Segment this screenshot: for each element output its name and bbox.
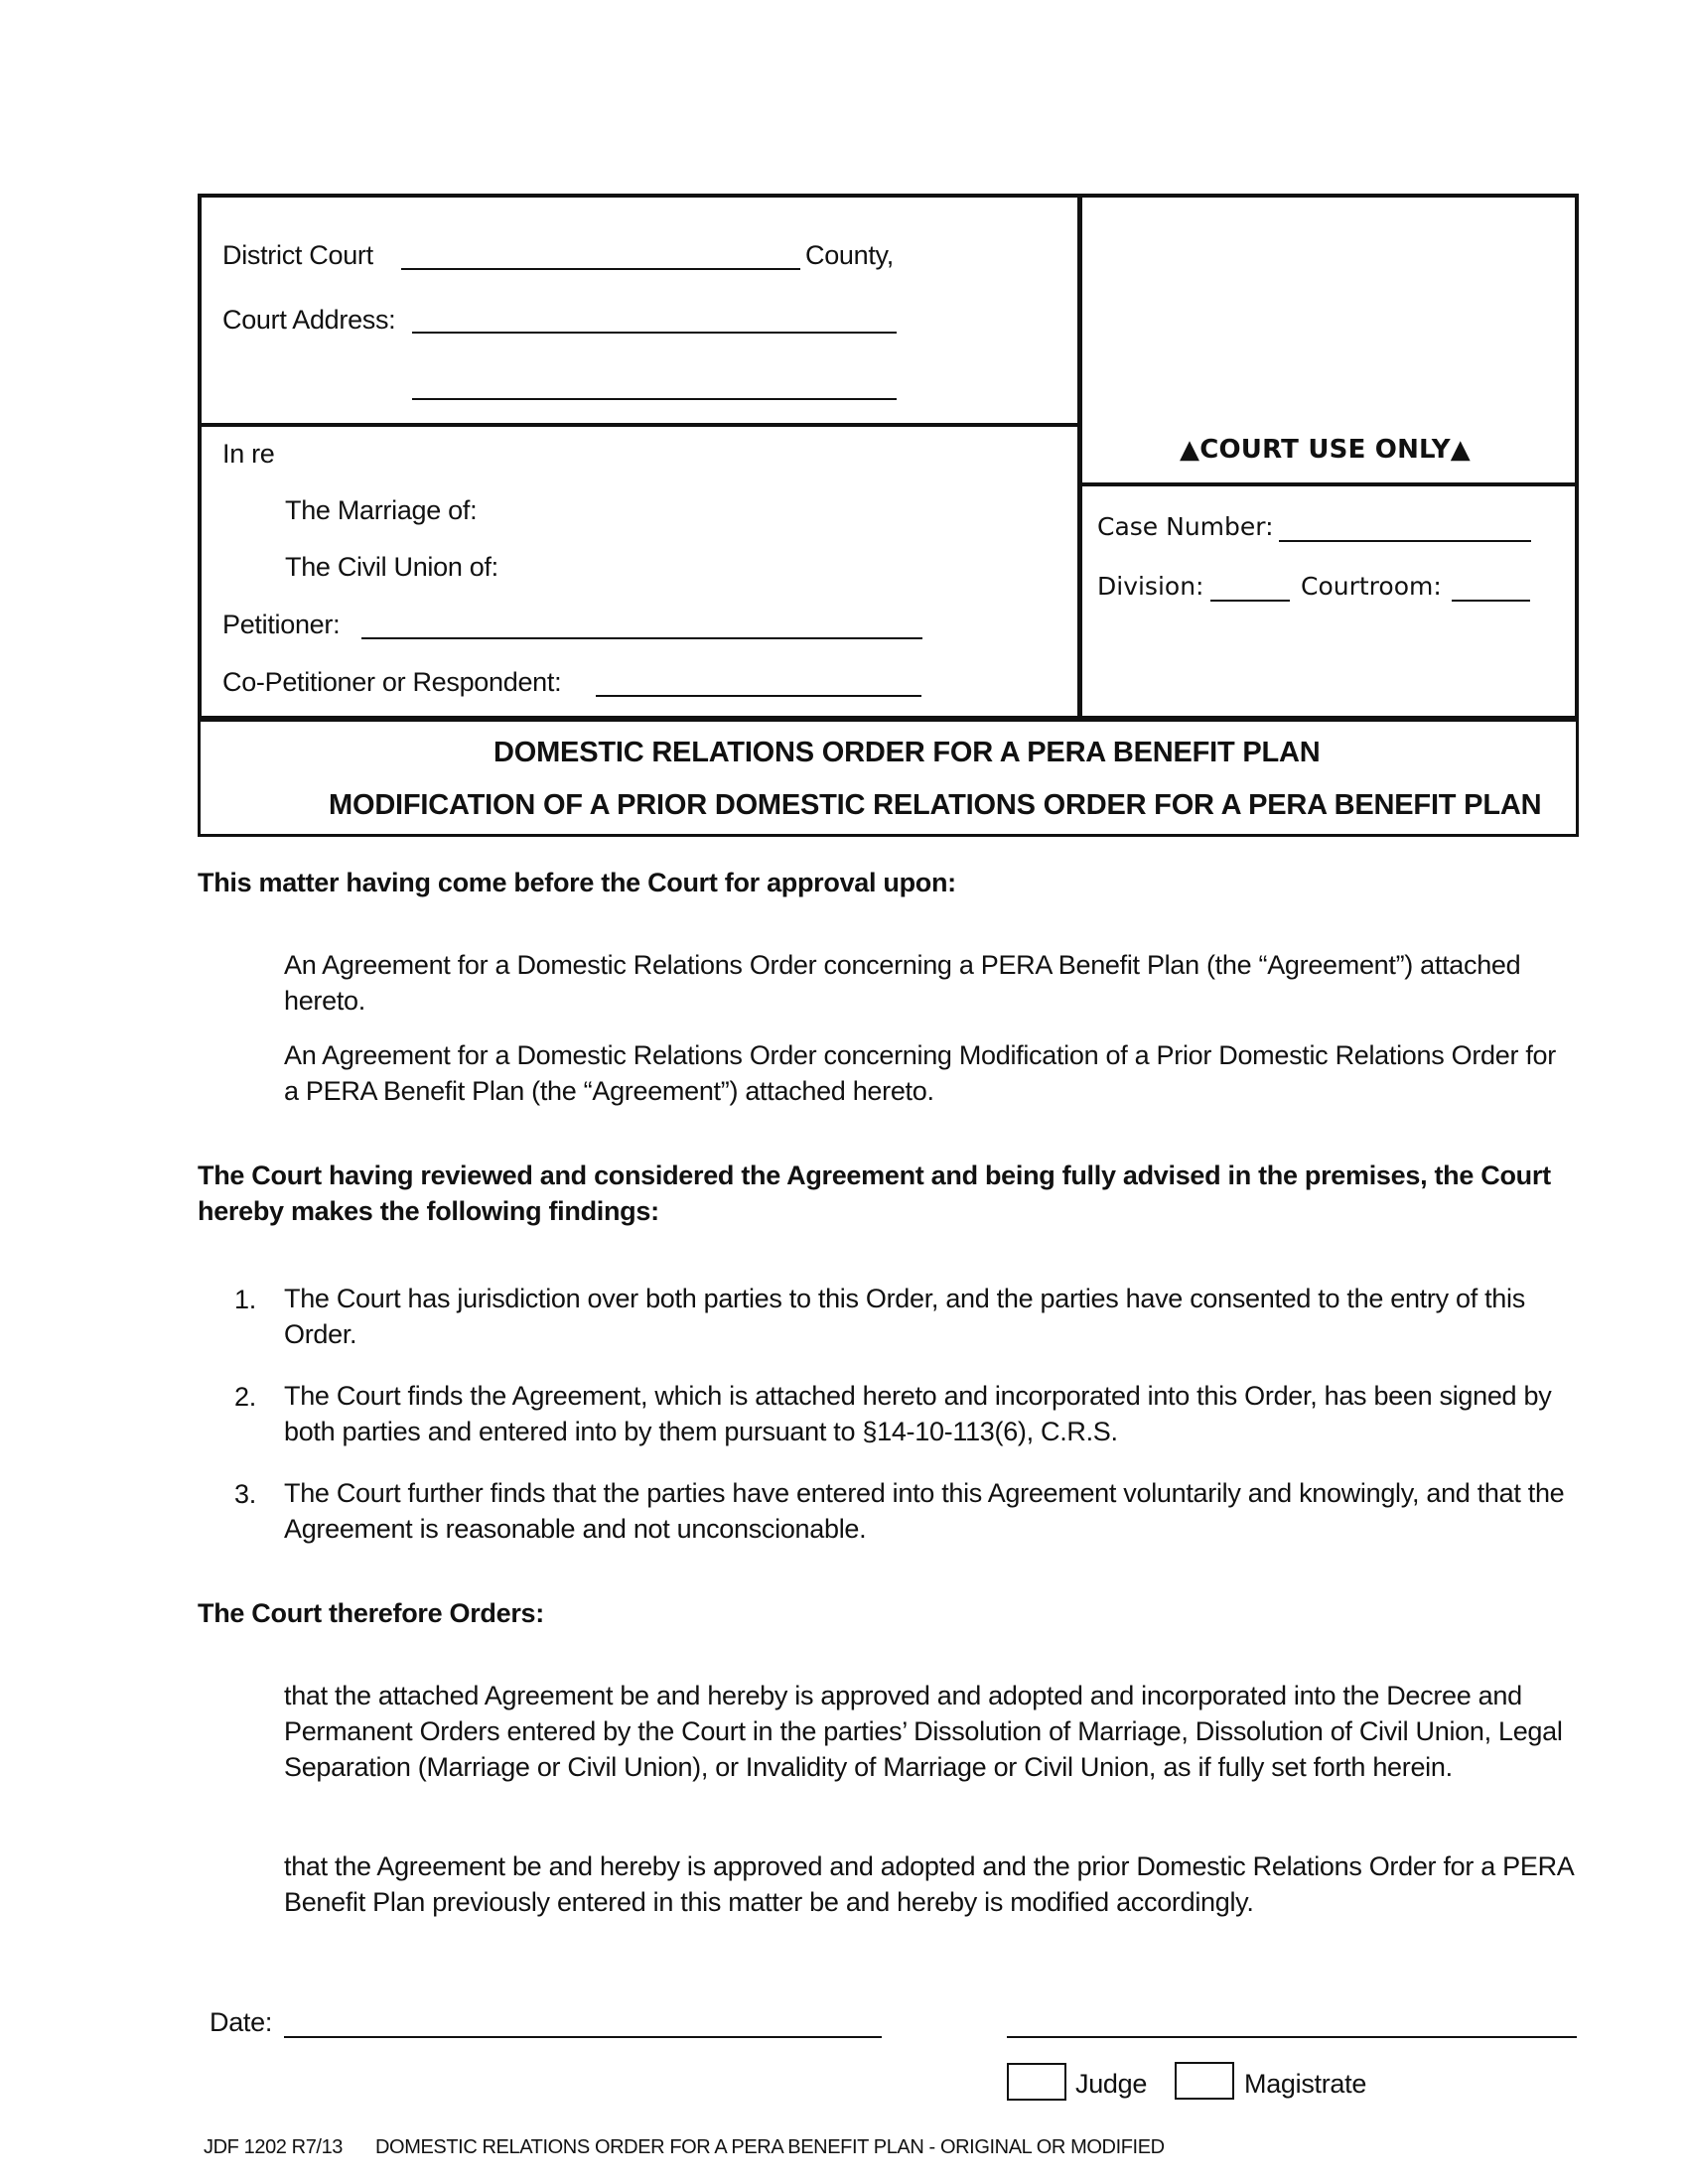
caption-left-divider [198, 423, 1079, 427]
petitioner-label: Petitioner: [222, 610, 341, 639]
caption-right-divider [1080, 482, 1579, 486]
title-original: DOMESTIC RELATIONS ORDER FOR A PERA BENEFIT PLAN [493, 737, 1321, 768]
finding-item: The Court further finds that the parties have entered into this Agreement voluntarily and knowingly, and that the Agreement is reasonable and not unconscionable. [284, 1478, 1565, 1544]
judge-checkbox[interactable] [1007, 2063, 1066, 2101]
judge-label: Judge [1075, 2069, 1148, 2099]
magistrate-label: Magistrate [1244, 2069, 1367, 2099]
case-number-field[interactable] [1279, 540, 1531, 542]
magistrate-checkbox[interactable] [1175, 2062, 1234, 2100]
approval-option-original: An Agreement for a Domestic Relations Order concerning a PERA Benefit Plan (the “Agreement”) attached hereto. [284, 950, 1521, 1016]
finding-item: The Court finds the Agreement, which is attached hereto and incorporated into this Order, has been signed by both parties and entered into by them pursuant to §14-10-113(6), C.R.S. [284, 1381, 1552, 1446]
approval-heading: This matter having come before the Court for approval upon: [198, 868, 956, 897]
marriage-label: The Marriage of: [285, 495, 478, 525]
title-modification: MODIFICATION OF A PRIOR DOMESTIC RELATIONS ORDER FOR A PERA BENEFIT PLAN [329, 789, 1542, 821]
finding-item: The Court has jurisdiction over both parties to this Order, and the parties have consented to the entry of this Order. [284, 1284, 1525, 1349]
petitioner-field[interactable] [361, 637, 922, 639]
order-item-original: that the attached Agreement be and hereby is approved and adopted and incorporated into the Decree and Permanent Orders entered by the Court in the parties’ Dissolution of Marriage, Dissolution of Civil Union, Legal Separation (Marriage or Civil Union), or Invalidity of Marriage or Civil Union, as if fully set forth herein. [284, 1681, 1563, 1782]
case-number-label: Case Number: [1097, 512, 1274, 541]
court-address-label: Court Address: [222, 305, 396, 335]
district-court-label: District Court [222, 240, 373, 270]
county-label: County, [805, 240, 894, 270]
form-id: JDF 1202 R7/13 [204, 2136, 344, 2158]
division-label: Division: [1097, 572, 1204, 601]
co-petitioner-field[interactable] [596, 695, 921, 697]
form-title-footer: DOMESTIC RELATIONS ORDER FOR A PERA BENEFIT PLAN - ORIGINAL OR MODIFIED [375, 2136, 1165, 2158]
finding-number: 3. [234, 1479, 256, 1509]
court-address-line1-field[interactable] [412, 332, 897, 334]
court-address-line2-field[interactable] [412, 398, 897, 400]
finding-number: 2. [234, 1382, 256, 1412]
date-label: Date: [210, 2007, 273, 2037]
order-item-modification: that the Agreement be and hereby is approved and adopted and the prior Domestic Relations Order for a PERA Benefit Plan previously entered in this matter be and hereby is modified accordingly. [284, 1851, 1574, 1917]
civil-union-label: The Civil Union of: [285, 552, 498, 582]
orders-heading: The Court therefore Orders: [198, 1598, 544, 1628]
finding-number: 1. [234, 1285, 256, 1314]
judicial-officer-signature-line[interactable] [1007, 2036, 1577, 2038]
in-re-label: In re [222, 439, 275, 469]
county-field[interactable] [401, 268, 800, 270]
approval-option-modification: An Agreement for a Domestic Relations Order concerning Modification of a Prior Domestic Relations Order for a PERA Benefit Plan (the “Agreement”) attached hereto. [284, 1040, 1556, 1106]
findings-heading: The Court having reviewed and considered the Agreement and being fully advised in the premises, the Court hereby makes the following findings: [198, 1160, 1551, 1226]
date-field[interactable] [284, 2036, 882, 2038]
caption-vertical-divider [1077, 194, 1082, 720]
division-field[interactable] [1210, 600, 1290, 602]
courtroom-label: Courtroom: [1301, 572, 1442, 601]
court-use-only-label: ▲COURT USE ONLY▲ [1180, 435, 1471, 465]
courtroom-field[interactable] [1452, 600, 1530, 602]
co-petitioner-label: Co-Petitioner or Respondent: [222, 667, 562, 697]
